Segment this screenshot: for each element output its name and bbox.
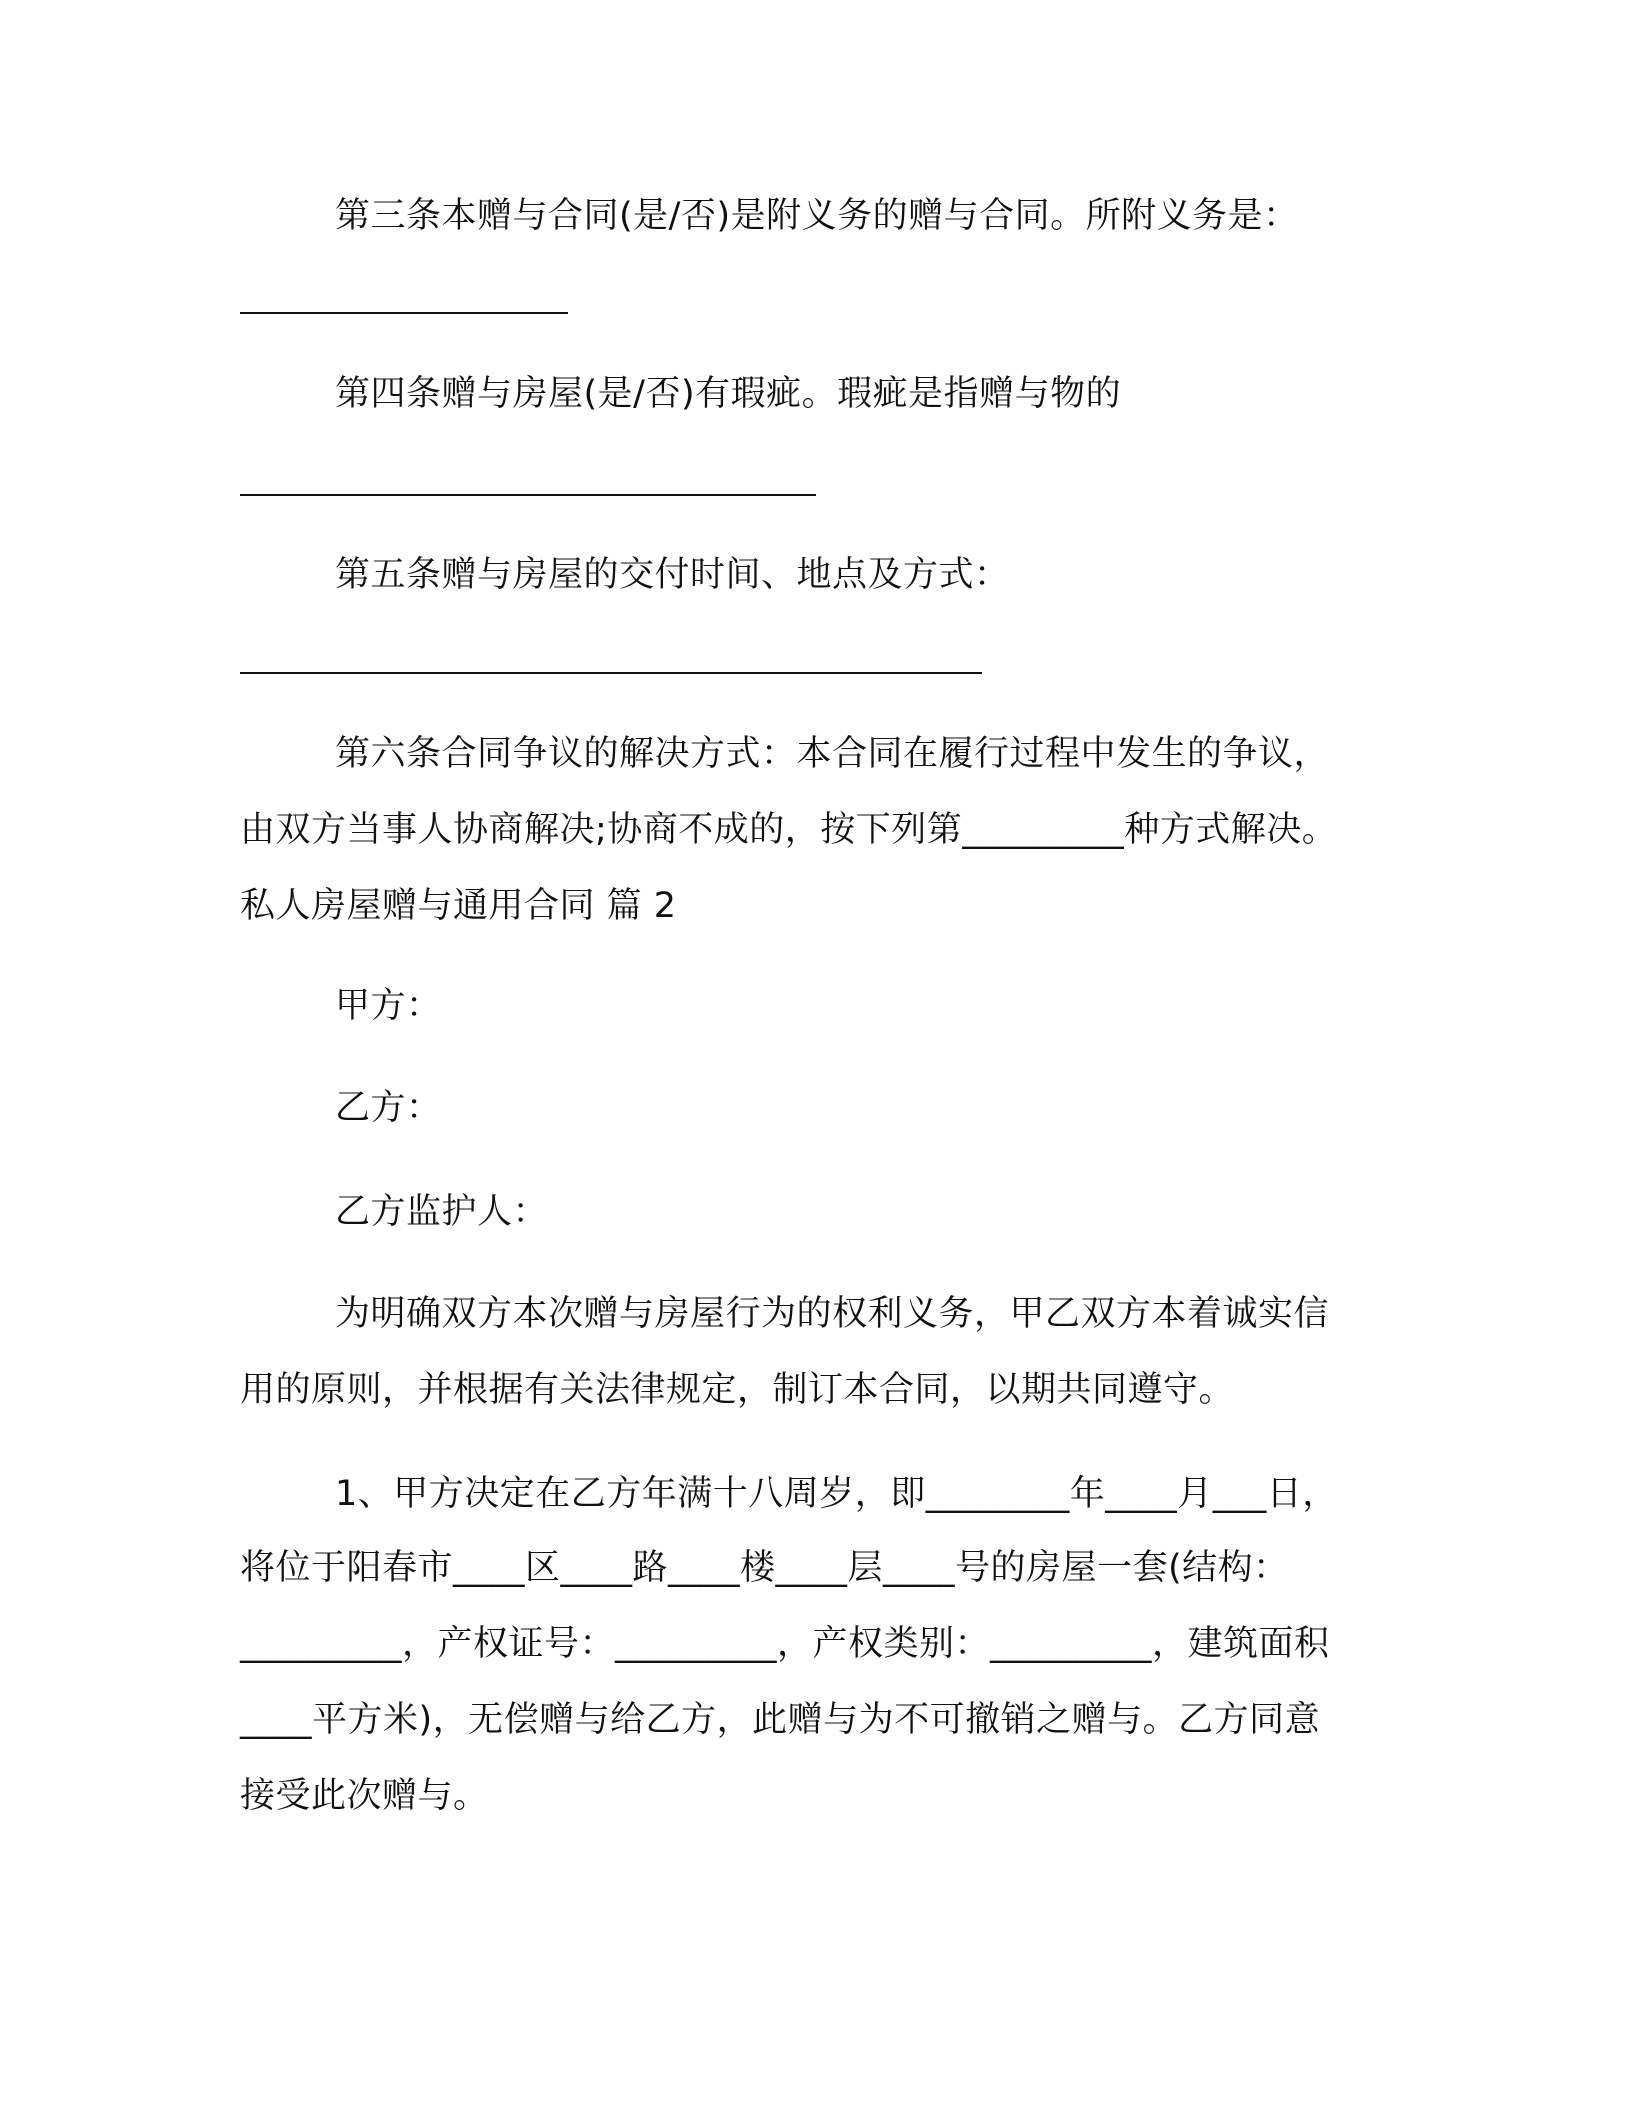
party-b-label: 乙方： bbox=[335, 1088, 442, 1128]
section-title: 私人房屋赠与通用合同 篇 2 bbox=[240, 886, 677, 926]
party-b-guardian-label: 乙方监护人： bbox=[335, 1192, 549, 1232]
clause-1-line-5: 接受此次赠与。 bbox=[240, 1776, 489, 1816]
clause-1-line-1: 1、甲方决定在乙方年满十八周岁，即________年____月___日， bbox=[335, 1474, 1338, 1514]
article-4-text: 第四条赠与房屋(是/否)有瑕疵。瑕疵是指赠与物的 bbox=[335, 374, 1122, 414]
intro-paragraph-line-2: 用的原则，并根据有关法律规定，制订本合同，以期共同遵守。 bbox=[240, 1370, 1235, 1410]
clause-1-line-4: ____平方米)，无偿赠与给乙方，此赠与为不可撤销之赠与。乙方同意 bbox=[240, 1700, 1321, 1740]
article-5-text: 第五条赠与房屋的交付时间、地点及方式： bbox=[335, 555, 1010, 595]
clause-1-line-3: _________，产权证号：_________，产权类别：_________，建筑面积 bbox=[240, 1624, 1330, 1664]
article-5-blank-line bbox=[240, 672, 982, 674]
article-3-text: 第三条本赠与合同(是/否)是附义务的赠与合同。所附义务是： bbox=[335, 196, 1299, 236]
clause-1-line-2: 将位于阳春市____区____路____楼____层____号的房屋一套(结构： bbox=[240, 1548, 1289, 1588]
party-a-label: 甲方： bbox=[335, 986, 442, 1026]
intro-paragraph-line-1: 为明确双方本次赠与房屋行为的权利义务，甲乙双方本着诚实信 bbox=[335, 1294, 1330, 1334]
article-6-text-line-2: 由双方当事人协商解决;协商不成的，按下列第_________种方式解决。 bbox=[240, 810, 1338, 850]
article-6-text-line-1: 第六条合同争议的解决方式：本合同在履行过程中发生的争议， bbox=[335, 734, 1330, 774]
article-4-blank-line bbox=[240, 494, 816, 496]
article-3-blank-line bbox=[240, 312, 568, 314]
